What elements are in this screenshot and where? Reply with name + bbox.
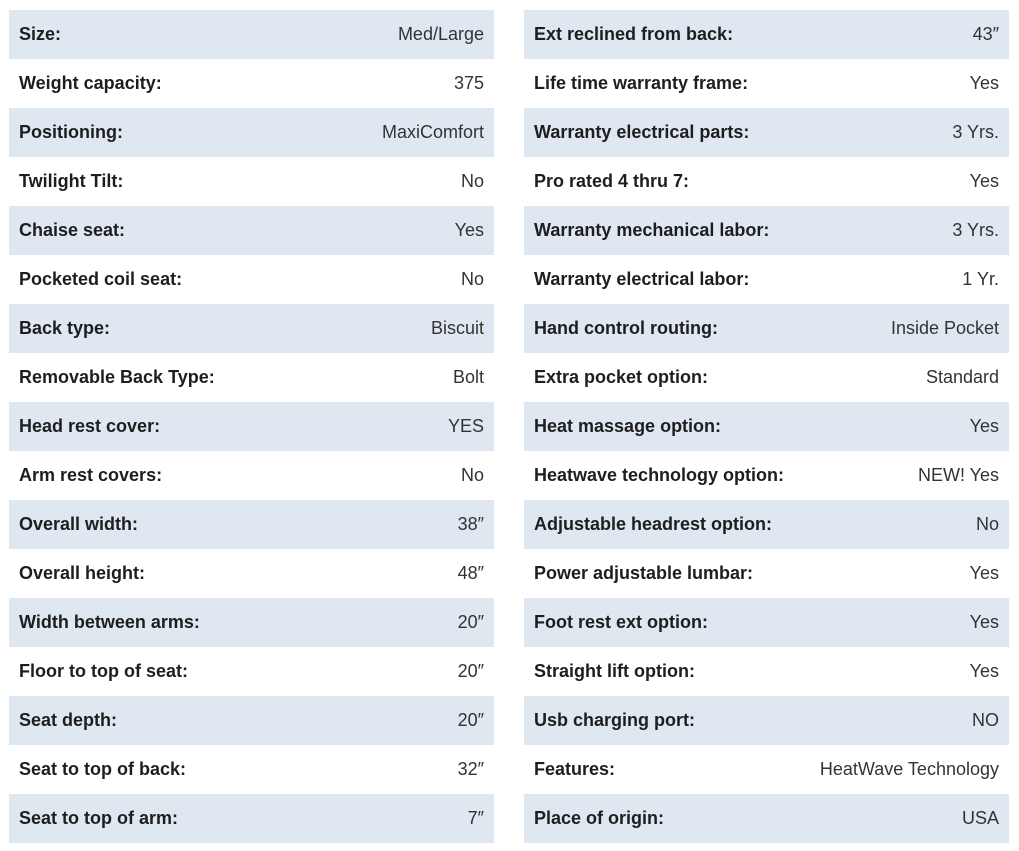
left-spec-row [9,500,494,549]
spec-value: YES [447,416,484,436]
spec-value: Yes [969,661,999,681]
spec-label: Head rest cover: [19,416,161,436]
spec-label: Pro rated 4 thru 7: [534,171,690,191]
spec-value: NEW! Yes [917,465,999,485]
spec-value: HeatWave Technology [819,759,999,779]
spec-value: No [460,171,484,191]
right-spec-table [524,10,1009,843]
right-spec-row [524,402,1009,451]
spec-value: Inside Pocket [890,318,999,338]
right-spec-row [524,745,1009,794]
spec-value: 38″ [457,514,484,534]
spec-label: Size: [19,24,62,44]
spec-label: Power adjustable lumbar: [534,563,754,583]
spec-value: No [460,465,484,485]
left-spec-row [9,255,494,304]
spec-label: Foot rest ext option: [534,612,708,632]
spec-label: Warranty electrical parts: [534,122,750,142]
spec-value: 375 [453,73,484,93]
spec-value: Bolt [452,367,484,387]
spec-value: 3 Yrs. [952,220,999,240]
spec-value: 3 Yrs. [952,122,999,142]
spec-value: Yes [454,220,484,240]
spec-value: 43″ [972,24,999,44]
spec-label: Usb charging port: [534,710,695,730]
right-spec-row [524,206,1009,255]
left-spec-row [9,304,494,353]
left-spec-row [9,402,494,451]
spec-label: Heat massage option: [534,416,722,436]
spec-label: Floor to top of seat: [19,661,188,681]
spec-value: Yes [969,612,999,632]
spec-label: Removable Back Type: [19,367,215,387]
spec-label: Adjustable headrest option: [534,514,773,534]
right-spec-row [524,549,1009,598]
right-spec-row [524,794,1009,843]
spec-label: Warranty electrical labor: [534,269,750,289]
spec-value: USA [961,808,999,828]
left-spec-row [9,598,494,647]
spec-label: Place of origin: [534,808,665,828]
spec-label: Overall height: [19,563,146,583]
right-spec-row [524,500,1009,549]
spec-label: Twilight Tilt: [19,171,124,191]
spec-label: Width between arms: [19,612,200,632]
spec-value: Biscuit [430,318,484,338]
spec-value: 48″ [457,563,484,583]
spec-value: 7″ [467,808,484,828]
left-spec-row [9,794,494,843]
left-spec-row [9,353,494,402]
spec-value: 1 Yr. [962,269,999,289]
right-spec-row [524,108,1009,157]
spec-label: Arm rest covers: [19,465,163,485]
spec-value: 20″ [457,661,484,681]
right-spec-row [524,647,1009,696]
spec-label: Ext reclined from back: [534,24,734,44]
spec-label: Warranty mechanical labor: [534,220,770,240]
left-spec-row [9,745,494,794]
spec-value: 32″ [457,759,484,779]
spec-label: Seat depth: [19,710,118,730]
spec-label: Seat to top of arm: [19,808,179,828]
spec-value: Yes [969,563,999,583]
right-spec-row [524,451,1009,500]
spec-label: Overall width: [19,514,139,534]
left-spec-row [9,59,494,108]
spec-label: Pocketed coil seat: [19,269,183,289]
spec-label: Life time warranty frame: [534,73,749,93]
spec-label: Seat to top of back: [19,759,187,779]
right-spec-row [524,353,1009,402]
spec-value: 20″ [457,612,484,632]
spec-value: No [975,514,999,534]
spec-value: 20″ [457,710,484,730]
left-spec-row [9,157,494,206]
left-spec-row [9,647,494,696]
spec-value: MaxiComfort [381,122,484,142]
spec-value: Yes [969,416,999,436]
right-spec-row [524,10,1009,59]
spec-label: Features: [534,759,616,779]
left-spec-row [9,696,494,745]
spec-label: Positioning: [19,122,123,142]
spec-value: Standard [925,367,999,387]
right-spec-row [524,255,1009,304]
spec-label: Hand control routing: [534,318,718,338]
left-spec-row [9,108,494,157]
spec-label: Straight lift option: [534,661,695,681]
left-spec-row [9,206,494,255]
spec-value: No [460,269,484,289]
spec-label: Extra pocket option: [534,367,709,387]
left-spec-table [9,10,494,843]
spec-value: Med/Large [397,24,484,44]
left-spec-row [9,549,494,598]
spec-label: Heatwave technology option: [534,465,785,485]
left-spec-rows [9,10,494,843]
right-spec-row [524,304,1009,353]
spec-value: NO [972,710,999,730]
right-spec-row [524,59,1009,108]
left-spec-row [9,451,494,500]
right-spec-rows [524,10,1009,843]
left-spec-row [9,10,494,59]
right-spec-row [524,598,1009,647]
right-spec-row [524,696,1009,745]
spec-label: Back type: [19,318,111,338]
spec-value: Yes [969,73,999,93]
spec-label: Chaise seat: [19,220,126,240]
right-spec-row [524,157,1009,206]
spec-value: Yes [969,171,999,191]
spec-label: Weight capacity: [19,73,162,93]
